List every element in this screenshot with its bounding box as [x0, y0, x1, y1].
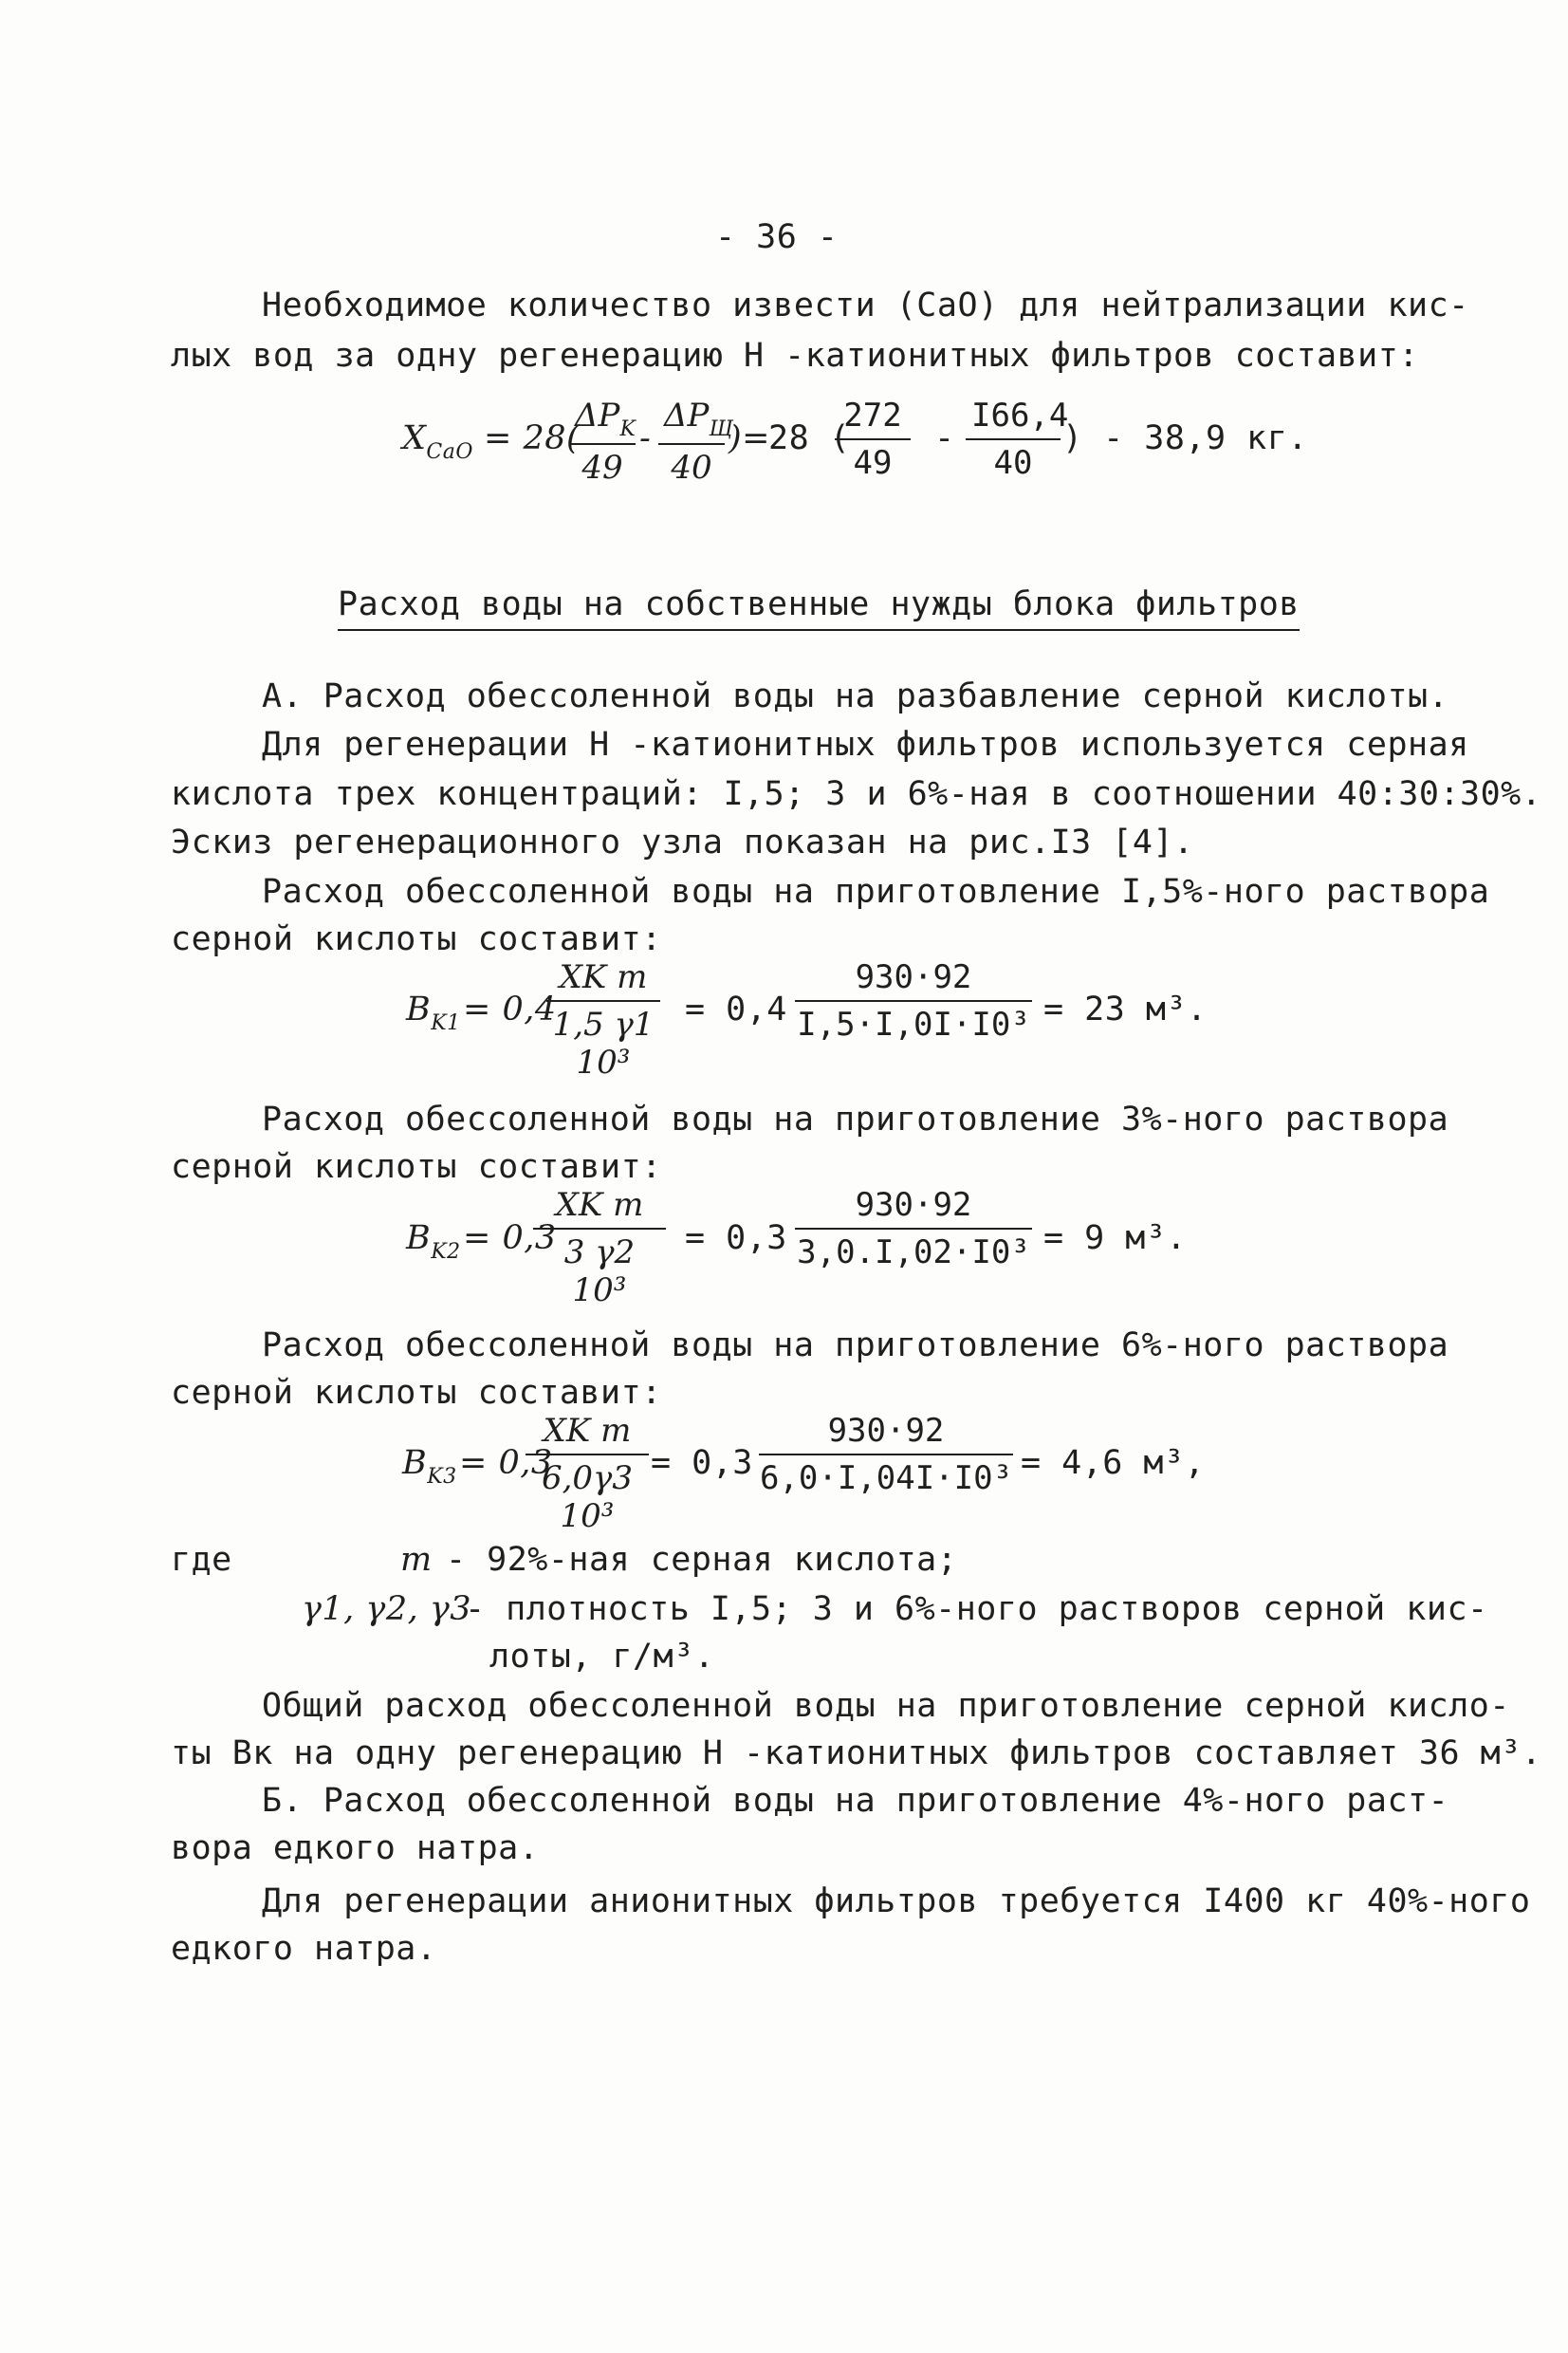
part-a-p4: Расход обессоленной воды на приготовление I,5%-ного раствора — [262, 873, 1490, 911]
formula-cao-n1-sub: K — [619, 417, 636, 441]
formula-cao-result: ) - 38,9 кг. — [1062, 419, 1308, 457]
formula-3-lhs — [402, 1442, 457, 1489]
page-number: - 36 - — [715, 218, 839, 256]
part-a-p2: кислота трех концентраций: I,5; 3 и 6%-ная в соотношении 40:30:30%. — [171, 775, 1542, 813]
where-label: где — [171, 1541, 232, 1579]
formula-1-sym-den: 1,5 γ1 10³ — [552, 1006, 655, 1082]
total-line-1: Общий расход обессоленной воды на приготовление серной кисло- — [262, 1687, 1510, 1725]
formula-1-frac — [795, 958, 1032, 1044]
formula-2-frac — [795, 1186, 1032, 1271]
formula-cao-frac-1 — [569, 397, 636, 487]
where-m-text: - 92%-ная серная кислота; — [446, 1541, 958, 1579]
text-2-line-1: Расход обессоленной воды на приготовление 3%-ного раствора — [262, 1101, 1449, 1139]
formula-1-result: = 23 м³. — [1043, 991, 1208, 1028]
part-b-line-3: Для регенерации анионитных фильтров требуется I400 кг 40%-ного — [262, 1882, 1531, 1920]
formula-cao-den-a: 49 — [853, 444, 893, 482]
formula-3-den: 6,0·I,04I·I0³ — [759, 1459, 1013, 1497]
formula-cao-frac-2-num — [658, 397, 733, 445]
formula-cao-den-b: 40 — [993, 444, 1033, 482]
formula-1-eq: = 0,4 — [685, 991, 787, 1028]
part-b-line-4: едкого натра. — [171, 1930, 437, 1968]
formula-cao-lhs — [402, 417, 473, 464]
formula-cao-frac-2 — [658, 397, 733, 487]
formula-2-result: = 9 м³. — [1043, 1219, 1188, 1257]
formula-3-coef: = 0,3 — [459, 1444, 553, 1482]
part-b-line-1: Б. Расход обессоленной воды на приготовление 4%-ного раст- — [262, 1782, 1449, 1820]
intro-line-2: лых вод за одну регенерацию H -катионитных фильтров составит: — [171, 337, 1419, 375]
formula-1-sym-frac — [546, 958, 660, 1082]
formula-cao-num-b: I66,4 — [966, 397, 1061, 440]
text-3-line-1: Расход обессоленной воды на приготовление 6%-ного раствора — [262, 1326, 1449, 1364]
intro-line-1: Необходимое количество извести (CaO) для нейтрализации кис- — [262, 287, 1469, 324]
formula-cao-frac-a — [835, 397, 911, 482]
formula-1-lhs — [406, 989, 461, 1035]
text-2-line-2: серной кислоты составит: — [171, 1148, 662, 1186]
formula-2-den: 3,0.I,02·I0³ — [797, 1233, 1030, 1271]
formula-cao-frac-b — [966, 397, 1069, 482]
part-a-title: А. Расход обессоленной воды на разбавление серной кислоты. — [262, 677, 1449, 715]
formula-2-lhs — [406, 1217, 461, 1264]
part-a-p3: Эскиз регенерационного узла показан на рис.I3 [4]. — [171, 824, 1194, 862]
formula-1-lhs-sub: K1 — [431, 1011, 461, 1035]
formula-3-lhs-sub: K3 — [427, 1465, 457, 1489]
section-title: Расход воды на собственные нужды блока фильтров — [338, 584, 1300, 631]
formula-3-result: = 4,6 м³, — [1021, 1444, 1206, 1482]
formula-1-num: 930·92 — [795, 958, 1032, 1002]
where-m-symbol: m — [400, 1541, 433, 1579]
total-line-2: ты Bк на одну регенерацию H -катионитных фильтров составляет 36 м³. — [171, 1734, 1542, 1772]
formula-3-lhs-symbol: B — [402, 1444, 428, 1482]
formula-2-sym-frac — [533, 1186, 666, 1309]
formula-1-coef: = 0,4 — [463, 991, 557, 1028]
where-gamma-symbols: γ1, γ2, γ3 — [302, 1590, 472, 1628]
formula-3-sym-den: 6,0γ3 10³ — [541, 1459, 634, 1535]
formula-3-frac — [759, 1412, 1013, 1497]
formula-cao-lhs-sub: CaO — [426, 440, 473, 464]
formula-cao-n2: ΔP — [664, 397, 710, 435]
formula-2-sym-den: 3 γ2 10³ — [563, 1233, 636, 1309]
formula-cao-d2: 40 — [671, 449, 712, 487]
formula-cao-minus-2: - — [934, 419, 955, 457]
where-gamma-text-2: лоты, г/м³. — [489, 1638, 715, 1676]
formula-1-sym-num: XK m — [546, 958, 660, 1002]
formula-2-lhs-symbol: B — [406, 1219, 432, 1257]
formula-1-lhs-symbol: B — [406, 991, 432, 1028]
formula-1-den: I,5·I,0I·I0³ — [797, 1006, 1030, 1044]
part-a-p1: Для регенерации H -катионитных фильтров используется серная — [262, 726, 1469, 764]
formula-cao-minus: - — [639, 419, 652, 457]
formula-2-eq: = 0,3 — [685, 1219, 787, 1257]
text-3-line-2: серной кислоты составит: — [171, 1374, 662, 1412]
where-gamma-text-1: - плотность I,5; 3 и 6%-ного растворов серной кис- — [465, 1590, 1488, 1628]
formula-3-sym-num: XK m — [526, 1412, 649, 1455]
formula-cao-d1: 49 — [581, 449, 623, 487]
formula-2-lhs-sub: K2 — [431, 1240, 461, 1264]
formula-cao-close: )= — [729, 419, 770, 457]
formula-cao-num-a: 272 — [835, 397, 911, 440]
formula-cao-n1: ΔP — [575, 397, 620, 435]
formula-cao-frac-1-num — [569, 397, 636, 445]
formula-cao-mid: 28 ( — [768, 419, 851, 457]
part-b-line-2: вора едкого натра. — [171, 1829, 540, 1867]
formula-3-sym-frac — [526, 1412, 649, 1535]
formula-3-eq: = 0,3 — [651, 1444, 753, 1482]
formula-2-num: 930·92 — [795, 1186, 1032, 1230]
formula-cao-coef: = 28( — [484, 419, 581, 457]
formula-cao-n2-sub: Щ — [709, 417, 733, 441]
formula-2-sym-num: XK m — [533, 1186, 666, 1230]
part-a-p5: серной кислоты составит: — [171, 920, 662, 958]
formula-2-coef: = 0,3 — [463, 1219, 557, 1257]
formula-3-num: 930·92 — [759, 1412, 1013, 1455]
formula-cao-lhs-symbol: X — [402, 419, 427, 457]
